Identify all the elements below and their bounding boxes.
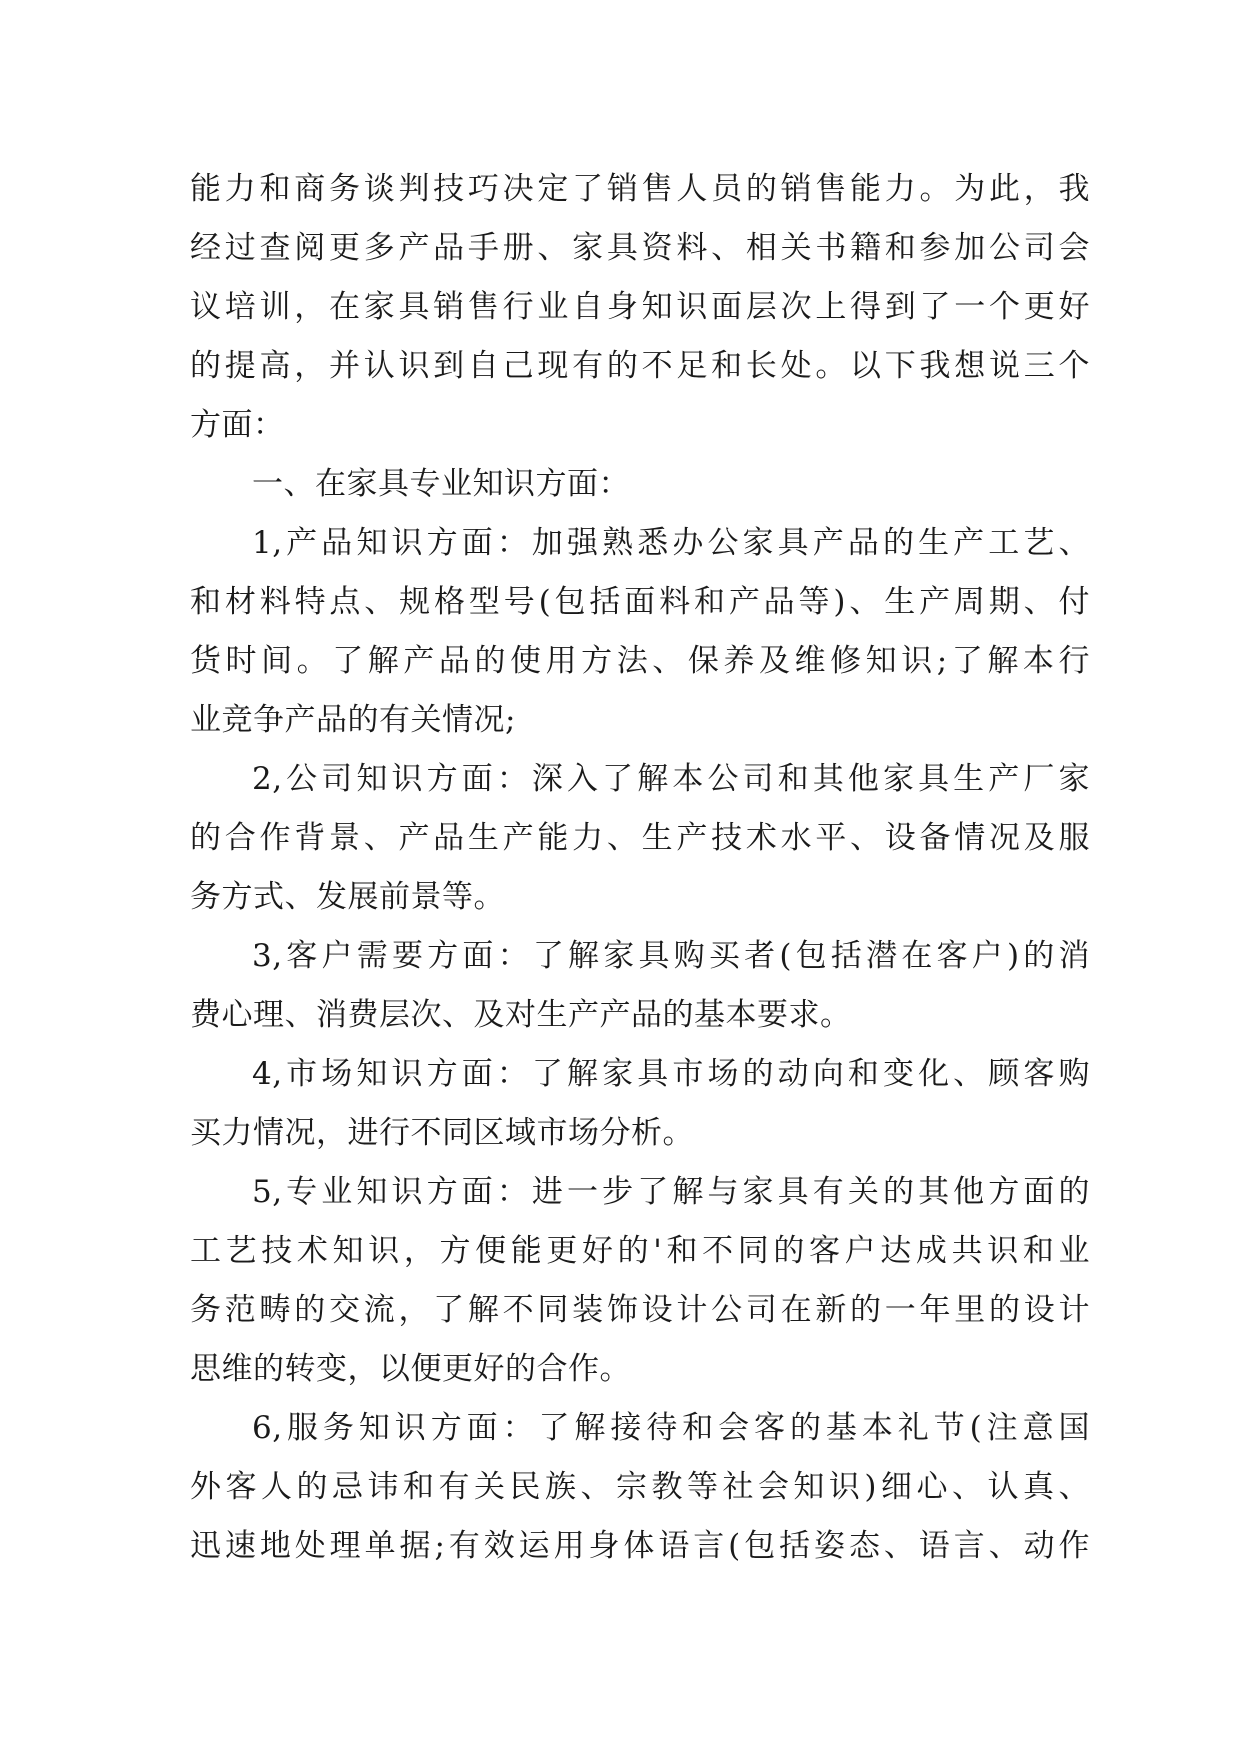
text-line: 经过查阅更多产品手册、家具资料、相关书籍和参加公司会 [190,230,1090,266]
text-line: 能力和商务谈判技巧决定了销售人员的销售能力。为此，我 [190,171,1090,207]
text-line: 的提高，并认识到自己现有的不足和长处。以下我想说三个 [190,348,1090,384]
text-line: 务范畴的交流，了解不同装饰设计公司在新的一年里的设计 [190,1292,1090,1328]
text-line: 方面： [190,407,285,443]
text-line: 务方式、发展前景等。 [190,879,505,915]
text-line: 工艺技术知识，方便能更好的'和不同的客户达成共识和业 [190,1233,1090,1269]
text-line: 思维的转变，以便更好的合作。 [190,1351,631,1387]
text-line: 4,市场知识方面：了解家具市场的动向和变化、顾客购 [252,1056,1090,1092]
text-line: 的合作背景、产品生产能力、生产技术水平、设备情况及服 [190,820,1090,856]
text-line: 议培训，在家具销售行业自身知识面层次上得到了一个更好 [190,289,1090,325]
text-line: 6,服务知识方面：了解接待和会客的基本礼节(注意国 [252,1410,1090,1446]
section-heading: 一、在家具专业知识方面： [252,466,630,502]
text-line: 迅速地处理单据;有效运用身体语言(包括姿态、语言、动作 [190,1528,1090,1564]
text-line: 外客人的忌讳和有关民族、宗教等社会知识)细心、认真、 [190,1469,1090,1505]
text-line: 和材料特点、规格型号(包括面料和产品等)、生产周期、付 [190,584,1090,620]
text-line: 1,产品知识方面：加强熟悉办公家具产品的生产工艺、 [252,525,1090,561]
text-line: 3,客户需要方面：了解家具购买者(包括潜在客户)的消 [252,938,1090,974]
document-body [190,160,1090,1576]
text-line: 买力情况，进行不同区域市场分析。 [190,1115,694,1151]
text-line: 费心理、消费层次、及对生产产品的基本要求。 [190,997,852,1033]
text-line: 5,专业知识方面：进一步了解与家具有关的其他方面的 [252,1174,1090,1210]
text-line: 2,公司知识方面：深入了解本公司和其他家具生产厂家 [252,761,1090,797]
text-line: 业竞争产品的有关情况; [190,702,516,738]
text-line: 货时间。了解产品的使用方法、保养及维修知识;了解本行 [190,643,1090,679]
